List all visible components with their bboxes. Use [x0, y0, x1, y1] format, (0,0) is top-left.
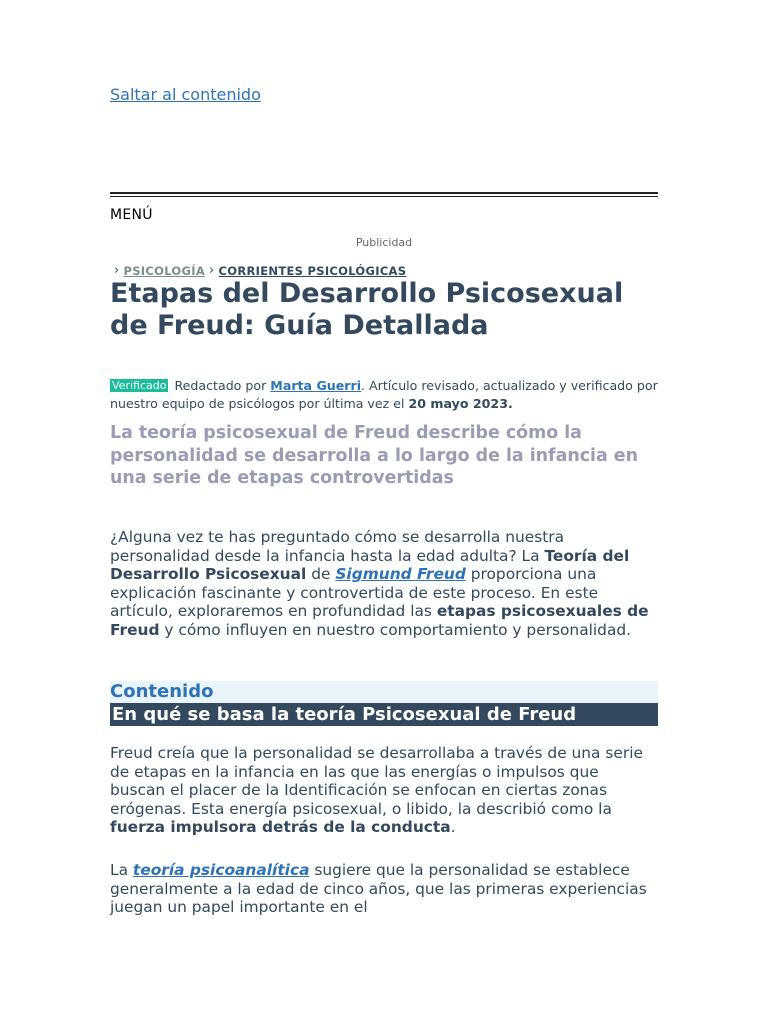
intro-bold-2: etapas psicosexuales de Freud	[110, 602, 649, 639]
breadcrumb-item-corrientes[interactable]: CORRIENTES PSICOLÓGICAS	[218, 263, 407, 278]
intro-text-4: y cómo influyen en nuestro comportamiento y personalidad.	[159, 620, 632, 639]
toc-title[interactable]: Contenido	[110, 681, 214, 702]
skip-to-content-link[interactable]: Saltar al contenido	[110, 85, 261, 104]
breadcrumb-separator-icon: ›	[114, 263, 120, 278]
breadcrumb-separator-icon: ›	[209, 263, 215, 278]
body-paragraph	[110, 744, 658, 837]
breadcrumb-item-psicologia[interactable]: PSICOLOGÍA	[123, 263, 206, 278]
p3-text-2: sugiere que la personalidad se establece generalmente a la edad de cinco años, que las primeras experiencias juegan un papel importante en el	[110, 861, 647, 916]
teoria-psicoanalitica-link[interactable]: teoría psicoanalítica	[132, 861, 310, 879]
intro-text-1: ¿Alguna vez te has preguntado cómo se desarrolla nuestra personalidad desde la infancia hasta la edad adulta? La	[110, 528, 565, 565]
toc-item-label: En qué se basa la teoría Psicosexual de Freud	[112, 704, 577, 725]
byline-prefix: Redactado por	[174, 378, 267, 393]
intro-bold-1: Teoría del Desarrollo Psicosexual	[110, 546, 630, 583]
breadcrumb	[110, 263, 406, 278]
article-lead: La teoría psicosexual de Freud describe cómo la personalidad se desarrolla a lo largo de la infancia en una serie de etapas controvertidas	[110, 423, 638, 489]
toc-item[interactable]	[110, 703, 658, 726]
byline-suffix: . Artículo revisado, actualizado y verificado por nuestro equipo de psicólogos por última vez el	[110, 378, 658, 411]
article-byline	[110, 377, 658, 413]
sigmund-freud-link[interactable]: Sigmund Freud	[335, 565, 466, 583]
header-divider	[110, 192, 658, 197]
p3-text-1: La	[110, 861, 133, 879]
p2-bold-1: fuerza impulsora detrás de la conducta	[110, 818, 451, 836]
review-date: 20 mayo 2023.	[408, 396, 513, 411]
p2-text-1: Freud creía que la personalidad se desarrollaba a través de una serie de etapas en la infancia en las que las energías o impulsos que buscan el placer de la Identificación se enfocan en ciertas zonas erógenas. Esta energía psicosexual, o libido, la describió como la	[110, 744, 643, 818]
table-of-contents	[110, 681, 658, 703]
author-link[interactable]: Marta Guerri	[270, 378, 362, 393]
page-title: Etapas del Desarrollo Psicosexual de Freud: Guía Detallada	[110, 278, 624, 341]
p2-text-2: .	[450, 818, 456, 836]
ad-label: Publicidad	[355, 236, 413, 249]
intro-text-3: proporciona una explicación fascinante y controvertida de este proceso. En este artículo, exploraremos en profundidad las	[110, 565, 599, 620]
intro-paragraph	[110, 528, 658, 639]
menu-button[interactable]: MENÚ	[110, 207, 153, 223]
intro-text-2: de	[306, 565, 336, 583]
verified-badge: Verificado	[112, 379, 167, 392]
body-paragraph	[110, 861, 658, 917]
